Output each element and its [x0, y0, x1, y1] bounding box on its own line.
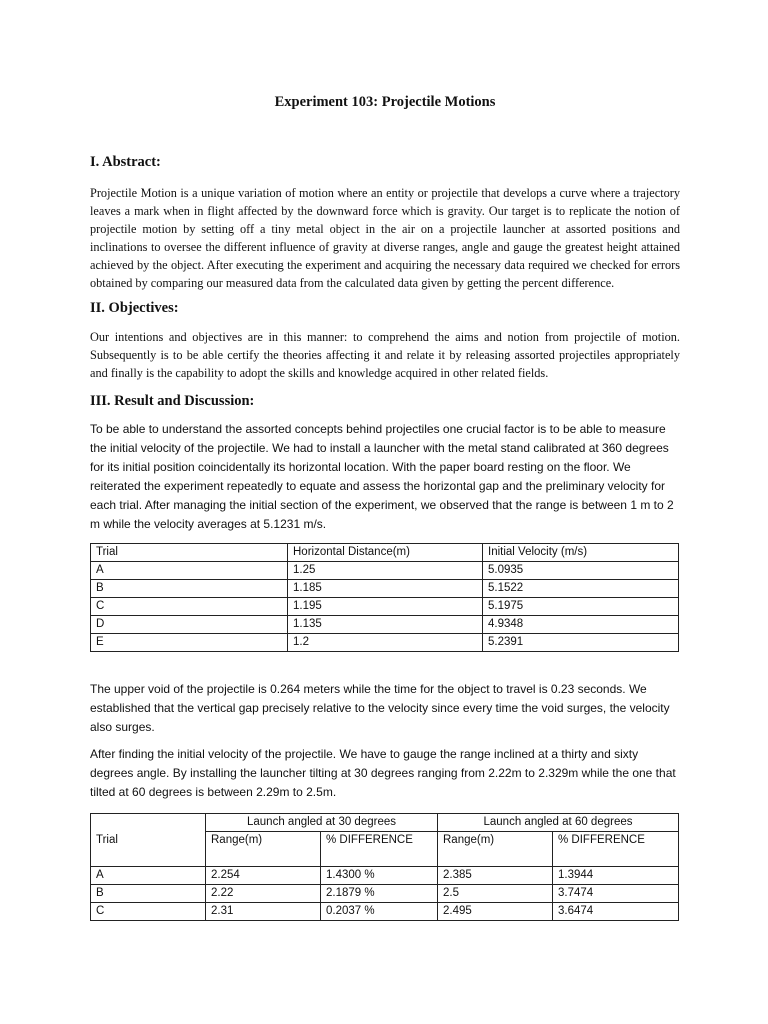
- results-heading: III. Result and Discussion:: [90, 393, 255, 409]
- table-header-cell: % DIFFERENCE: [321, 832, 438, 867]
- table-cell: 1.135: [288, 616, 483, 634]
- table-row: [91, 867, 679, 885]
- table-header-cell: % DIFFERENCE: [553, 832, 679, 867]
- table-cell: 3.7474: [553, 885, 679, 903]
- table-cell: 4.9348: [483, 616, 679, 634]
- table-cell: 1.4300 %: [321, 867, 438, 885]
- table-group-header: Launch angled at 30 degrees: [206, 814, 438, 832]
- table-cell: 5.1975: [483, 598, 679, 616]
- objectives-heading: II. Objectives:: [90, 300, 179, 316]
- table-row: [91, 598, 679, 616]
- table-header-cell: [91, 814, 206, 832]
- table-cell: 2.22: [206, 885, 321, 903]
- table-cell: 1.25: [288, 562, 483, 580]
- table-cell: A: [91, 867, 206, 885]
- table-cell: 2.31: [206, 903, 321, 921]
- table-cell: 2.5: [438, 885, 553, 903]
- table-cell: 2.1879 %: [321, 885, 438, 903]
- table-cell: A: [91, 562, 288, 580]
- table-cell: 2.495: [438, 903, 553, 921]
- table-header-cell: Trial: [91, 832, 206, 867]
- table-row: [91, 634, 679, 652]
- velocity-table: [90, 543, 679, 652]
- table-header-cell: Range(m): [206, 832, 321, 867]
- table-header-cell: Trial: [91, 544, 288, 562]
- table-row: [91, 616, 679, 634]
- table-header-row: [91, 832, 679, 867]
- table-header-cell: Range(m): [438, 832, 553, 867]
- table-cell: 3.6474: [553, 903, 679, 921]
- table-group-header-row: [91, 814, 679, 832]
- table-cell: 1.3944: [553, 867, 679, 885]
- table-cell: B: [91, 580, 288, 598]
- results-paragraph-3: After finding the initial velocity of the projectile. We have to gauge the range inclined at a thirty and sixty degrees angle. By installing the launcher tilting at 30 degrees ranging from 2.22m to 2.329m while the one that tilted at 60 degrees is between 2.29m to 2.5m.: [90, 747, 676, 799]
- table-row: [91, 885, 679, 903]
- table-cell: 5.2391: [483, 634, 679, 652]
- table-cell: 0.2037 %: [321, 903, 438, 921]
- table-cell: C: [91, 598, 288, 616]
- table-row: [91, 903, 679, 921]
- table-cell: 2.385: [438, 867, 553, 885]
- table-cell: 5.0935: [483, 562, 679, 580]
- table-cell: B: [91, 885, 206, 903]
- objectives-text: Our intentions and objectives are in this manner: to comprehend the aims and notion from projectile of motion. Subsequently is to be able certify the theories affecting it and relate it by releasing assorted projectiles appropriately and finally is the capability to adopt the skills and knowledge acquired in other related fields.: [90, 330, 680, 380]
- table-header-row: [91, 544, 679, 562]
- page-title: Experiment 103: Projectile Motions: [274, 94, 496, 110]
- table-cell: 1.185: [288, 580, 483, 598]
- table-cell: 2.254: [206, 867, 321, 885]
- table-cell: 1.195: [288, 598, 483, 616]
- table-cell: D: [91, 616, 288, 634]
- table-row: [91, 580, 679, 598]
- table-row: [91, 562, 679, 580]
- abstract-heading: I. Abstract:: [90, 154, 161, 170]
- table-header-cell: Initial Velocity (m/s): [483, 544, 679, 562]
- results-paragraph-2: The upper void of the projectile is 0.264 meters while the time for the object to travel is 0.23 seconds. We established that the vertical gap precisely relative to the velocity since every time the void surges, the velocity also surges.: [90, 682, 670, 734]
- table-group-header: Launch angled at 60 degrees: [438, 814, 679, 832]
- table-cell: 1.2: [288, 634, 483, 652]
- table-cell: 5.1522: [483, 580, 679, 598]
- abstract-text: Projectile Motion is a unique variation of motion where an entity or projectile that develops a curve where a trajectory leaves a mark when in flight affected by the downward force which is gravity. Our target is to replicate the notion of projectile motion by setting off a tiny metal object in the air on a projectile launcher at assorted positions and inclinations to oversee the different influence of gravity at diverse ranges, angle and gauge the greatest height attained achieved by the object. After executing the experiment and acquiring the necessary data required we checked for errors obtained by comparing our measured data from the calculated data given by getting the percent difference.: [90, 186, 680, 290]
- range-table: [90, 813, 679, 921]
- results-paragraph-1: To be able to understand the assorted concepts behind projectiles one crucial factor is to be able to measure the initial velocity of the projectile. We had to install a launcher with the metal stand calibrated at 360 degrees for its initial position coincidentally its horizontal location. With the paper board resting on the floor. We reiterated the experiment repeatedly to equate and assess the horizontal gap and the preliminary velocity for each trial. After managing the initial section of the experiment, we observed that the range is between 1 m to 2 m while the velocity averages at 5.1231 m/s.: [90, 422, 674, 531]
- table-header-cell: Horizontal Distance(m): [288, 544, 483, 562]
- table-cell: E: [91, 634, 288, 652]
- table-cell: C: [91, 903, 206, 921]
